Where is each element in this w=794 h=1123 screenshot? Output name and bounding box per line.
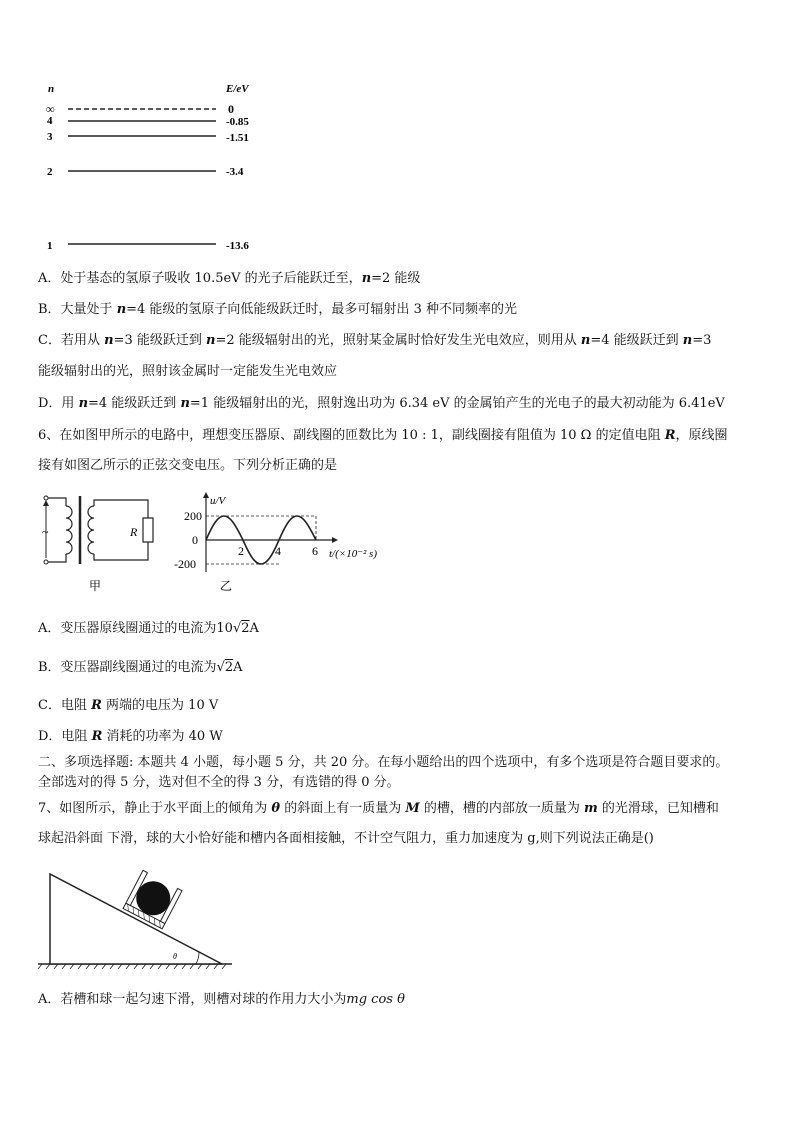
q6-option-d: D．电阻 R 消耗的功率为 40 W (38, 729, 223, 744)
resistor-label: R (130, 525, 138, 539)
graph-y-bottom: -200 (174, 557, 196, 571)
energy-level-diagram (30, 78, 270, 258)
q5-option-a: A．处于基态的氢原子吸收 10.5eV 的光子后能跃迁至，n=2 能级 (38, 271, 421, 286)
graph-xlabel: t/(×10⁻² s) (329, 548, 377, 560)
q7-stem-line2: 球起沿斜面 下滑，球的大小恰好能和槽内各面相接触，不计空气阻力，重力加速度为 g,则下列说法正确是() (38, 831, 654, 846)
level-n-1: 1 (47, 240, 53, 252)
figure-jia-label: 甲 (89, 579, 102, 593)
secondary-coil (88, 506, 94, 554)
q5-option-c-line1: C．若用从 n=3 能级跃迁到 n=2 能级辐射出的光，照射某金属时恰好发生光电效应，则用从 n=4 能级跃迁到 n=3 (38, 333, 712, 348)
level-e-4: -0.85 (226, 116, 249, 128)
ac-source-symbol: ~ (42, 525, 49, 539)
level-n-4: 4 (47, 115, 53, 127)
q6-option-b: B．变压器副线圈通过的电流为√2A (38, 660, 243, 675)
level-e-inf: 0 (228, 102, 234, 116)
graph-origin: 0 (192, 533, 198, 547)
transformer-circuit-figure (36, 492, 166, 602)
level-n-inf: ∞ (46, 102, 55, 116)
graph-ylabel: u/V (210, 495, 226, 507)
section2-instructions-line1: 二、多项选择题: 本题共 4 小题，每小题 5 分，共 20 分。在每小题给出的四个选项中，有多个选项是符合题目要求的。 (38, 755, 729, 770)
section2-instructions-line2: 全部选对的得 5 分，选对但不全的得 3 分，有选错的得 0 分。 (38, 775, 400, 790)
q6-stem-line1: 6、在如图甲所示的电路中，理想变压器原、副线圈的匝数比为 10 : 1，副线圈接有阻值为 10 Ω 的定值电阻 R，原线圈 (38, 428, 728, 443)
level-e-2: -3.4 (226, 166, 244, 178)
q5-option-b: B．大量处于 n=4 能级的氢原子向低能级跃迁时，最多可辐射出 3 种不同频率的光 (38, 302, 517, 317)
primary-coil (66, 506, 72, 554)
figure-yi-label: 乙 (220, 579, 233, 593)
graph-xtick-6: 6 (312, 544, 318, 558)
graph-xtick-4: 4 (275, 544, 281, 558)
level-n-3: 3 (47, 131, 53, 143)
graph-xtick-2: 2 (238, 544, 244, 558)
q7-stem-line1: 7、如图所示，静止于水平面上的倾角为 θ 的斜面上有一质量为 M 的槽，槽的内部放一质量为 m 的光滑球，已知槽和 (38, 801, 719, 816)
q7-option-a: A．若槽和球一起匀速下滑，则槽对球的作用力大小为mg cos θ (38, 992, 405, 1007)
incline-slot-ball-figure (36, 860, 236, 972)
resistor (143, 518, 153, 542)
n-axis-label: n (48, 83, 55, 95)
q6-stem-line2: 接有如图乙所示的正弦交变电压。下列分析正确的是 (38, 458, 338, 473)
q5-option-d: D．用 n=4 能级跃迁到 n=1 能级辐射出的光，照射逸出功为 6.34 eV 的金属铂产生的光电子的最大初动能为 6.41eV (38, 396, 725, 411)
e-axis-label: E/eV (226, 83, 249, 95)
level-n-2: 2 (47, 166, 53, 178)
level-e-3: -1.51 (226, 132, 249, 144)
level-e-1: -13.6 (226, 240, 249, 252)
angle-theta-label: θ (173, 952, 177, 961)
sine-voltage-graph (166, 490, 396, 602)
q6-option-c: C．电阻 R 两端的电压为 10 V (38, 698, 219, 713)
q6-option-a: A．变压器原线圈通过的电流为10√2A (38, 621, 259, 636)
q5-option-c-line2: 能级辐射出的光，照射该金属时一定能发生光电效应 (38, 364, 338, 379)
graph-y-top: 200 (184, 509, 202, 523)
